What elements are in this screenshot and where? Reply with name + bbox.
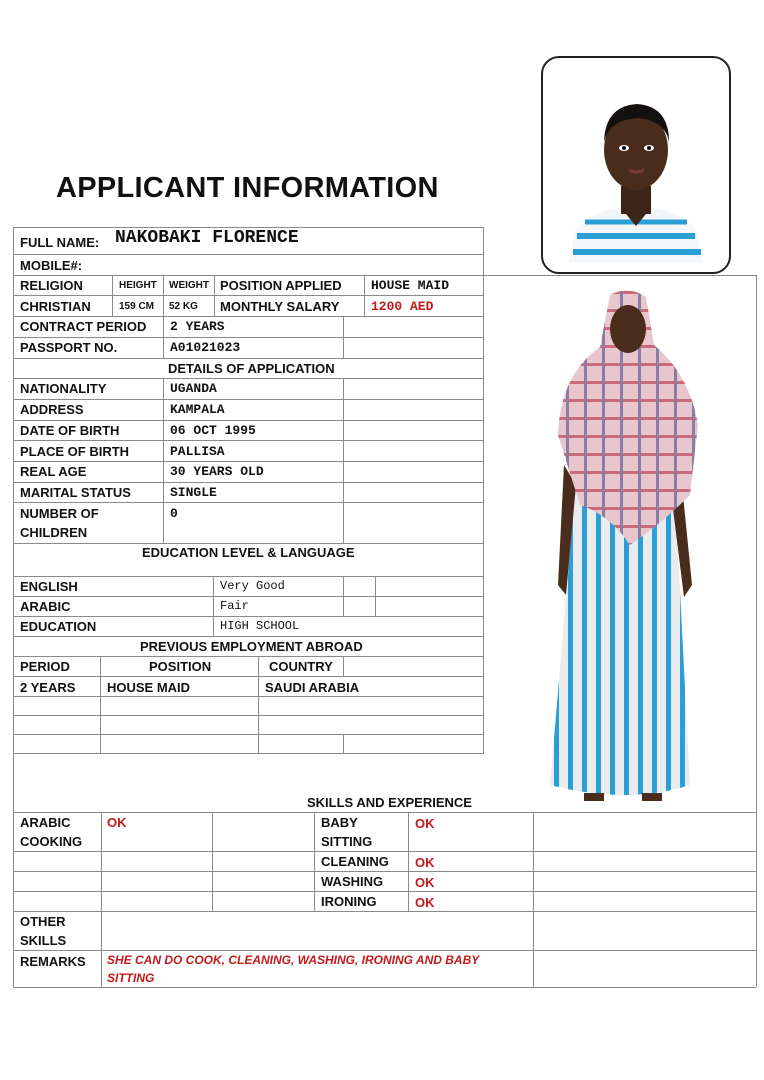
address-value: KAMPALA (170, 402, 225, 417)
full-name-label: FULL NAME: (20, 235, 100, 250)
other-skills-label-line1: OTHER (20, 914, 66, 929)
pob-value: PALLISA (170, 444, 225, 459)
position-applied-label: POSITION APPLIED (220, 278, 342, 293)
children-label-line2: CHILDREN (20, 525, 88, 540)
arabic-cooking-label-line1: ARABIC (20, 815, 71, 830)
nationality-label: NATIONALITY (20, 381, 107, 396)
education-value: HIGH SCHOOL (220, 619, 300, 633)
employment-header: PREVIOUS EMPLOYMENT ABROAD (140, 639, 363, 654)
monthly-salary-value: 1200 AED (371, 299, 434, 314)
headshot-portrait-icon (555, 68, 715, 262)
cleaning-value: OK (415, 855, 435, 870)
baby-sitting-label-line2: SITTING (321, 834, 373, 849)
skills-header: SKILLS AND EXPERIENCE (307, 795, 472, 810)
weight-label: WEIGHT (169, 280, 209, 291)
dob-label: DATE OF BIRTH (20, 423, 120, 438)
contract-period-label: CONTRACT PERIOD (20, 319, 147, 334)
height-value: 159 CM (119, 301, 155, 312)
age-label: REAL AGE (20, 464, 87, 479)
remarks-label: REMARKS (20, 954, 86, 969)
education-label: EDUCATION (20, 619, 97, 634)
cleaning-label: CLEANING (321, 854, 389, 869)
age-value: 30 YEARS OLD (170, 464, 264, 479)
full-body-photo-icon (540, 285, 710, 815)
pob-label: PLACE OF BIRTH (20, 444, 130, 459)
nationality-value: UGANDA (170, 381, 217, 396)
position-applied-value: HOUSE MAID (371, 278, 450, 293)
page-title: APPLICANT INFORMATION (56, 172, 439, 204)
baby-sitting-label-line1: BABY (321, 815, 358, 830)
baby-sitting-value: OK (415, 816, 435, 831)
employment-position-value: HOUSE MAID (107, 680, 191, 695)
other-skills-label-line2: SKILLS (20, 933, 67, 948)
headshot-photo (541, 56, 731, 274)
full-name-value: NAKOBAKI FLORENCE (115, 228, 299, 248)
washing-value: OK (415, 875, 435, 890)
arabic-cooking-label-line2: COOKING (20, 834, 83, 849)
ironing-value: OK (415, 895, 435, 910)
period-column-header: PERIOD (20, 659, 70, 674)
employment-period-value: 2 YEARS (20, 680, 76, 695)
employment-country-value: SAUDI ARABIA (265, 680, 360, 695)
mobile-label: MOBILE#: (20, 258, 83, 273)
remarks-value: SHE CAN DO COOK, CLEANING, WASHING, IRONING AND BABY SITTING (107, 953, 480, 985)
religion-value: CHRISTIAN (20, 299, 91, 314)
arabic-cooking-value: OK (107, 815, 127, 830)
monthly-salary-label: MONTHLY SALARY (220, 299, 340, 314)
country-column-header: COUNTRY (269, 659, 333, 674)
arabic-label: ARABIC (20, 599, 71, 614)
english-value: Very Good (220, 579, 285, 593)
children-label-line1: NUMBER OF (20, 506, 99, 521)
contract-period-value: 2 YEARS (170, 319, 225, 334)
passport-value: A01021023 (170, 340, 241, 355)
religion-label: RELIGION (20, 278, 83, 293)
passport-label: PASSPORT NO. (20, 340, 118, 355)
ironing-label: IRONING (321, 894, 377, 909)
dob-value: 06 OCT 1995 (170, 423, 256, 438)
washing-label: WASHING (321, 874, 384, 889)
position-column-header: POSITION (149, 659, 212, 674)
arabic-value: Fair (220, 599, 249, 613)
marital-label: MARITAL STATUS (20, 485, 131, 500)
children-value: 0 (170, 506, 178, 521)
height-label: HEIGHT (119, 280, 157, 291)
details-header: DETAILS OF APPLICATION (168, 361, 335, 376)
education-header: EDUCATION LEVEL & LANGUAGE (142, 545, 355, 560)
weight-value: 52 KG (169, 301, 198, 312)
marital-value: SINGLE (170, 485, 217, 500)
address-label: ADDRESS (20, 402, 84, 417)
english-label: ENGLISH (20, 579, 78, 594)
